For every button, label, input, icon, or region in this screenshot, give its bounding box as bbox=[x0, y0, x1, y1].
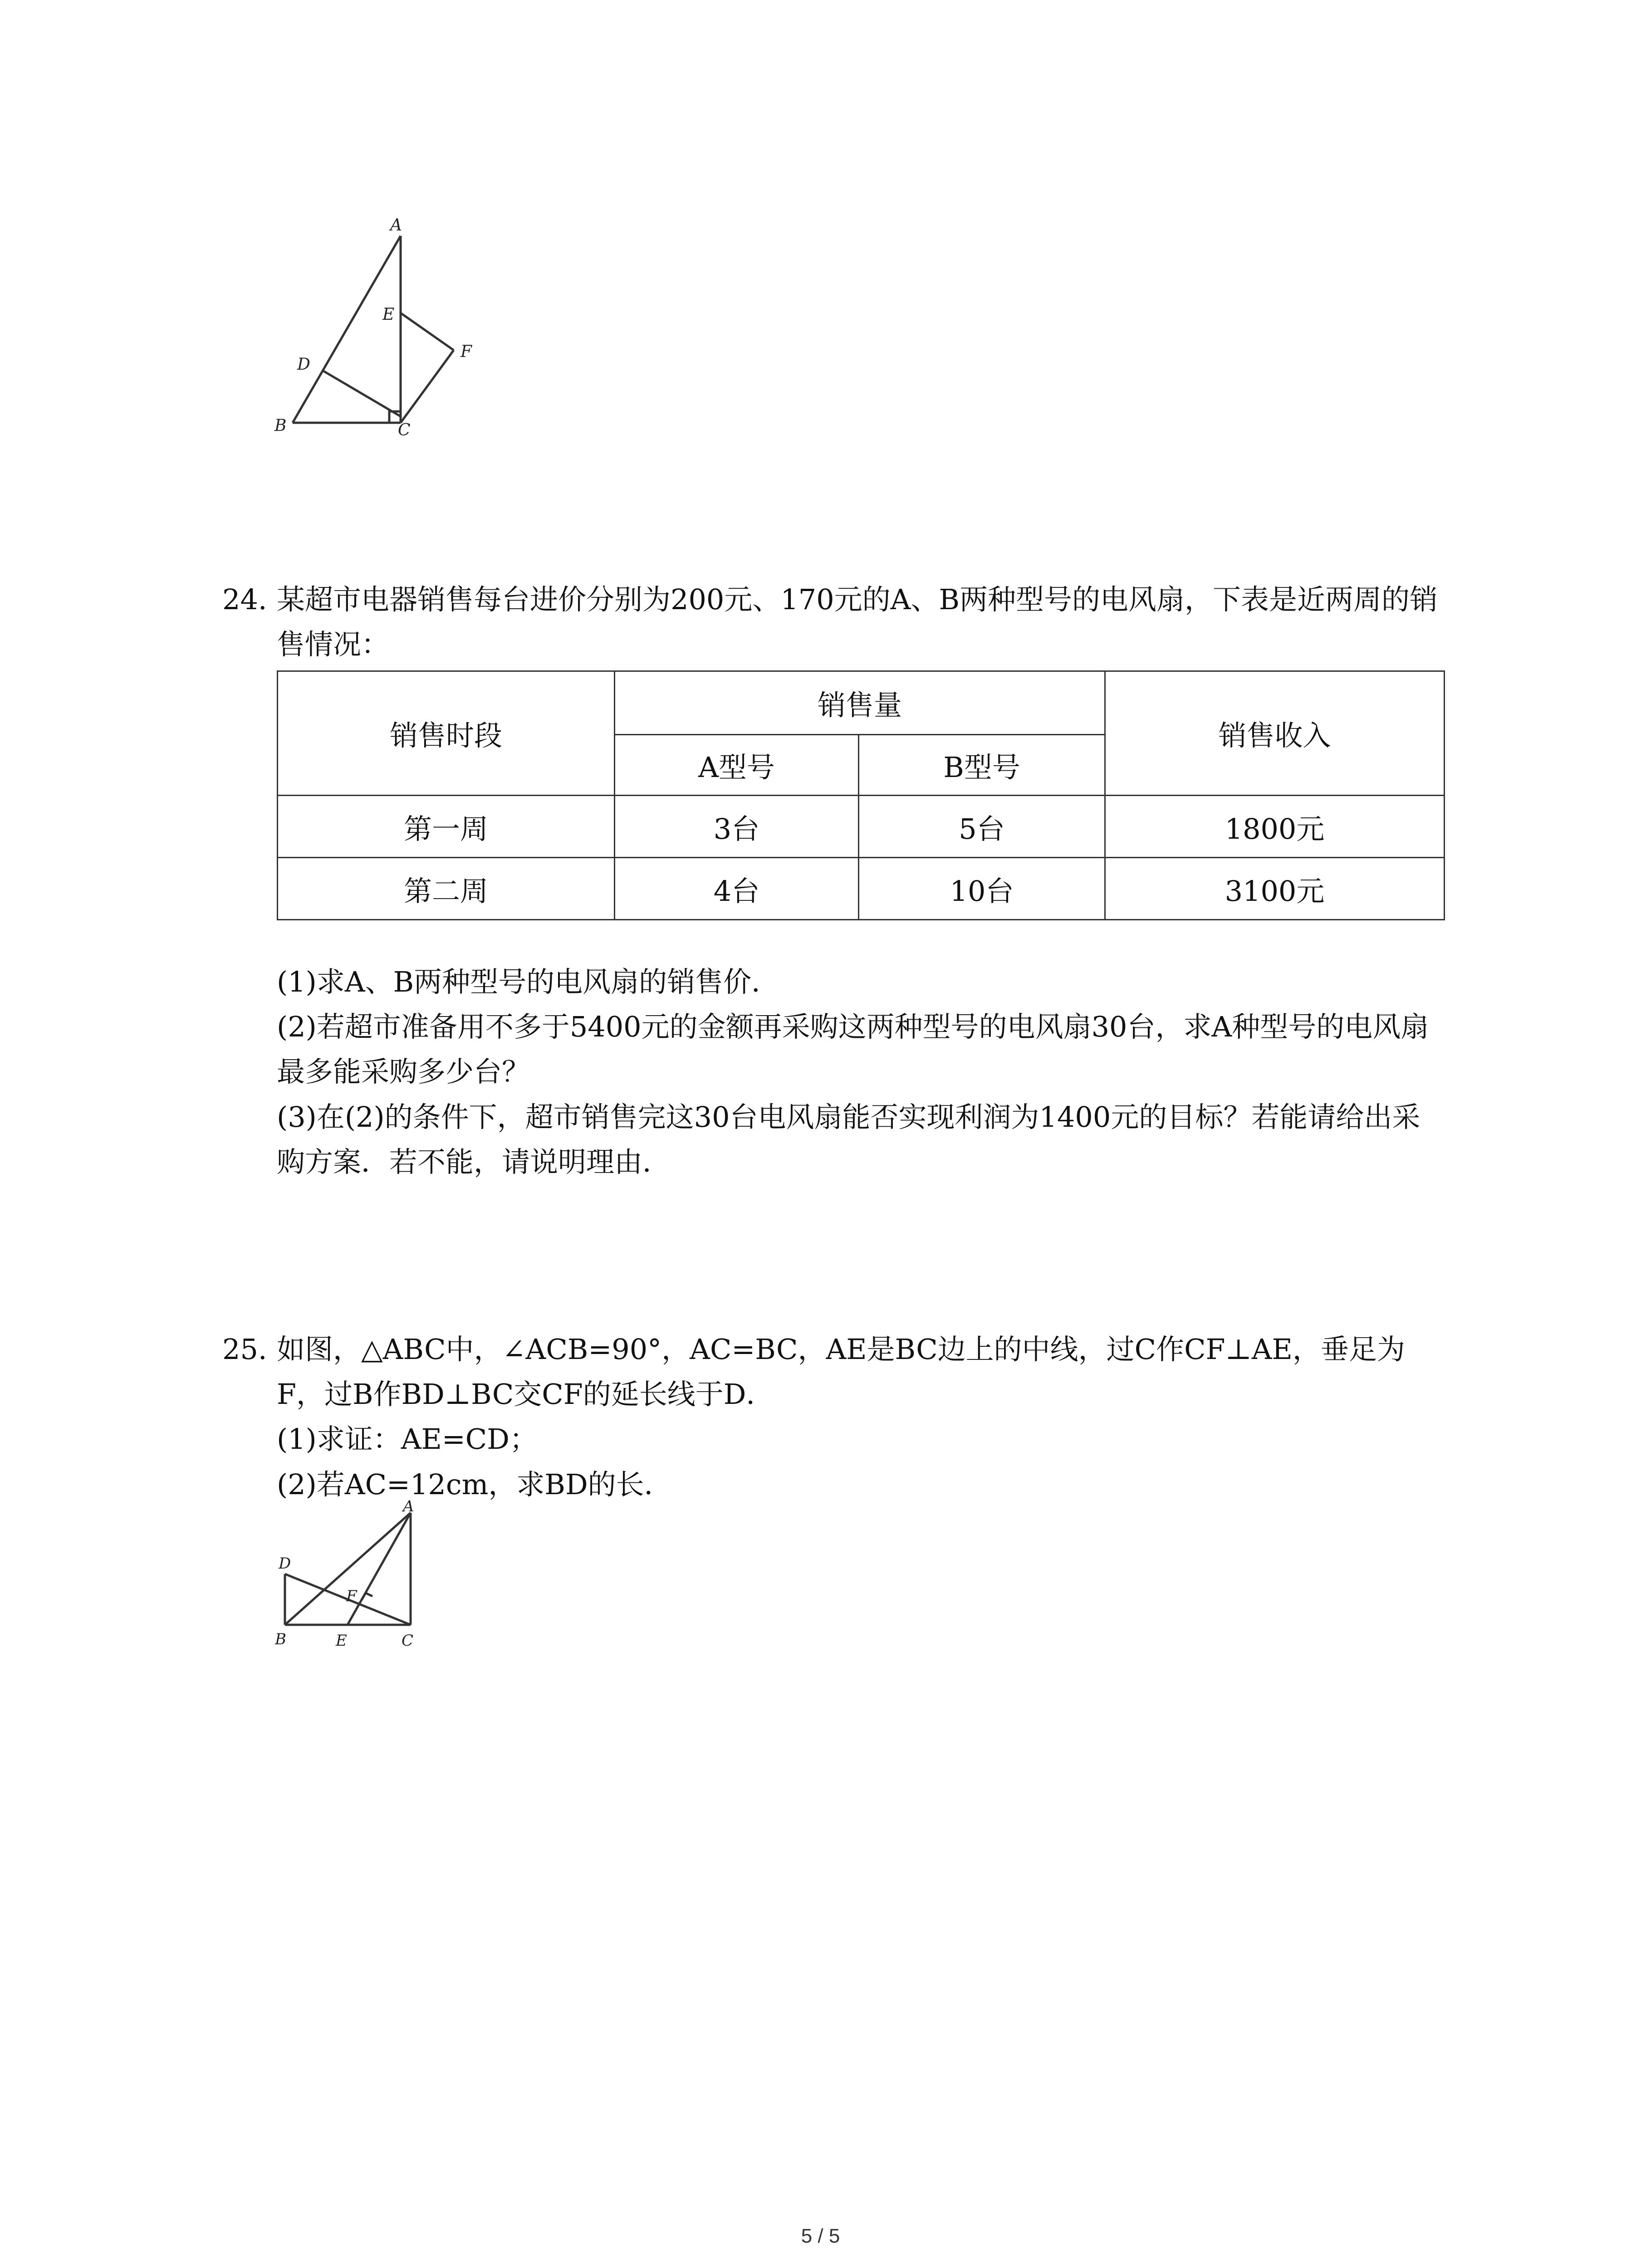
question-25 bbox=[222, 1327, 1447, 1507]
geometry-figure-1 bbox=[254, 209, 508, 445]
segment-ae bbox=[348, 1513, 411, 1625]
cell-b: 10台 bbox=[859, 858, 1105, 920]
part-1: (1)求证：AE=CD； bbox=[277, 1422, 538, 1456]
part-2: (2)若AC=12cm，求BD的长． bbox=[277, 1467, 672, 1501]
question-stem: 如图，△ABC中，∠ACB=90°，AC=BC，AE是BC边上的中线，过C作CF⊥AE，垂足为F，过B作BD⊥BC交CF的延长线于D． bbox=[277, 1333, 1405, 1411]
cell-b: 5台 bbox=[859, 796, 1105, 858]
segment-fc bbox=[401, 350, 454, 423]
cell-period: 第二周 bbox=[278, 858, 615, 920]
label-c: C bbox=[402, 1632, 414, 1650]
question-stem: 某超市电器销售每台进价分别为200元、170元的A、B两种型号的电风扇，下表是近两周的销售情况： bbox=[277, 583, 1438, 661]
sales-table bbox=[277, 670, 1445, 920]
header-model-b: B型号 bbox=[859, 735, 1105, 796]
label-a: A bbox=[390, 216, 402, 235]
label-d: D bbox=[279, 1554, 291, 1573]
header-revenue: 销售收入 bbox=[1105, 671, 1445, 796]
label-a: A bbox=[403, 1497, 414, 1515]
question-number: 25. bbox=[222, 1333, 267, 1366]
cell-revenue: 3100元 bbox=[1105, 858, 1445, 920]
cell-period: 第一周 bbox=[278, 796, 615, 858]
question-number: 24. bbox=[222, 583, 267, 616]
header-volume: 销售量 bbox=[615, 671, 1105, 735]
table-row bbox=[278, 858, 1445, 920]
label-e: E bbox=[336, 1632, 347, 1650]
label-e: E bbox=[382, 305, 395, 324]
part-1: (1)求A、B两种型号的电风扇的销售价． bbox=[277, 965, 780, 998]
page-number: 5 / 5 bbox=[801, 2225, 840, 2247]
part-3: (3)在(2)的条件下，超市销售完这30台电风扇能否实现利润为1400元的目标？若能请给出采购方案．若不能，请说明理由． bbox=[277, 1100, 1421, 1178]
label-f: F bbox=[460, 342, 472, 361]
cell-revenue: 1800元 bbox=[1105, 796, 1445, 858]
question-24 bbox=[222, 577, 1447, 667]
label-f: F bbox=[346, 1587, 357, 1605]
part-2: (2)若超市准备用不多于5400元的金额再采购这两种型号的电风扇30台，求A种型号的电风扇最多能采购多少台？ bbox=[277, 1010, 1429, 1089]
segment-ab bbox=[293, 236, 401, 423]
label-c: C bbox=[398, 421, 411, 440]
cell-a: 3台 bbox=[615, 796, 859, 858]
segment-ef bbox=[401, 313, 454, 350]
label-b: B bbox=[274, 416, 287, 435]
label-d: D bbox=[297, 355, 310, 374]
right-angle-mark bbox=[362, 1593, 372, 1600]
label-b: B bbox=[275, 1630, 286, 1648]
segment-dc bbox=[323, 371, 401, 416]
table-row bbox=[278, 796, 1445, 858]
header-period: 销售时段 bbox=[278, 671, 615, 796]
header-model-a: A型号 bbox=[615, 735, 859, 796]
question-24-parts bbox=[222, 959, 1447, 1184]
cell-a: 4台 bbox=[615, 858, 859, 920]
segment-ab bbox=[285, 1513, 411, 1625]
geometry-figure-2 bbox=[268, 1497, 431, 1669]
